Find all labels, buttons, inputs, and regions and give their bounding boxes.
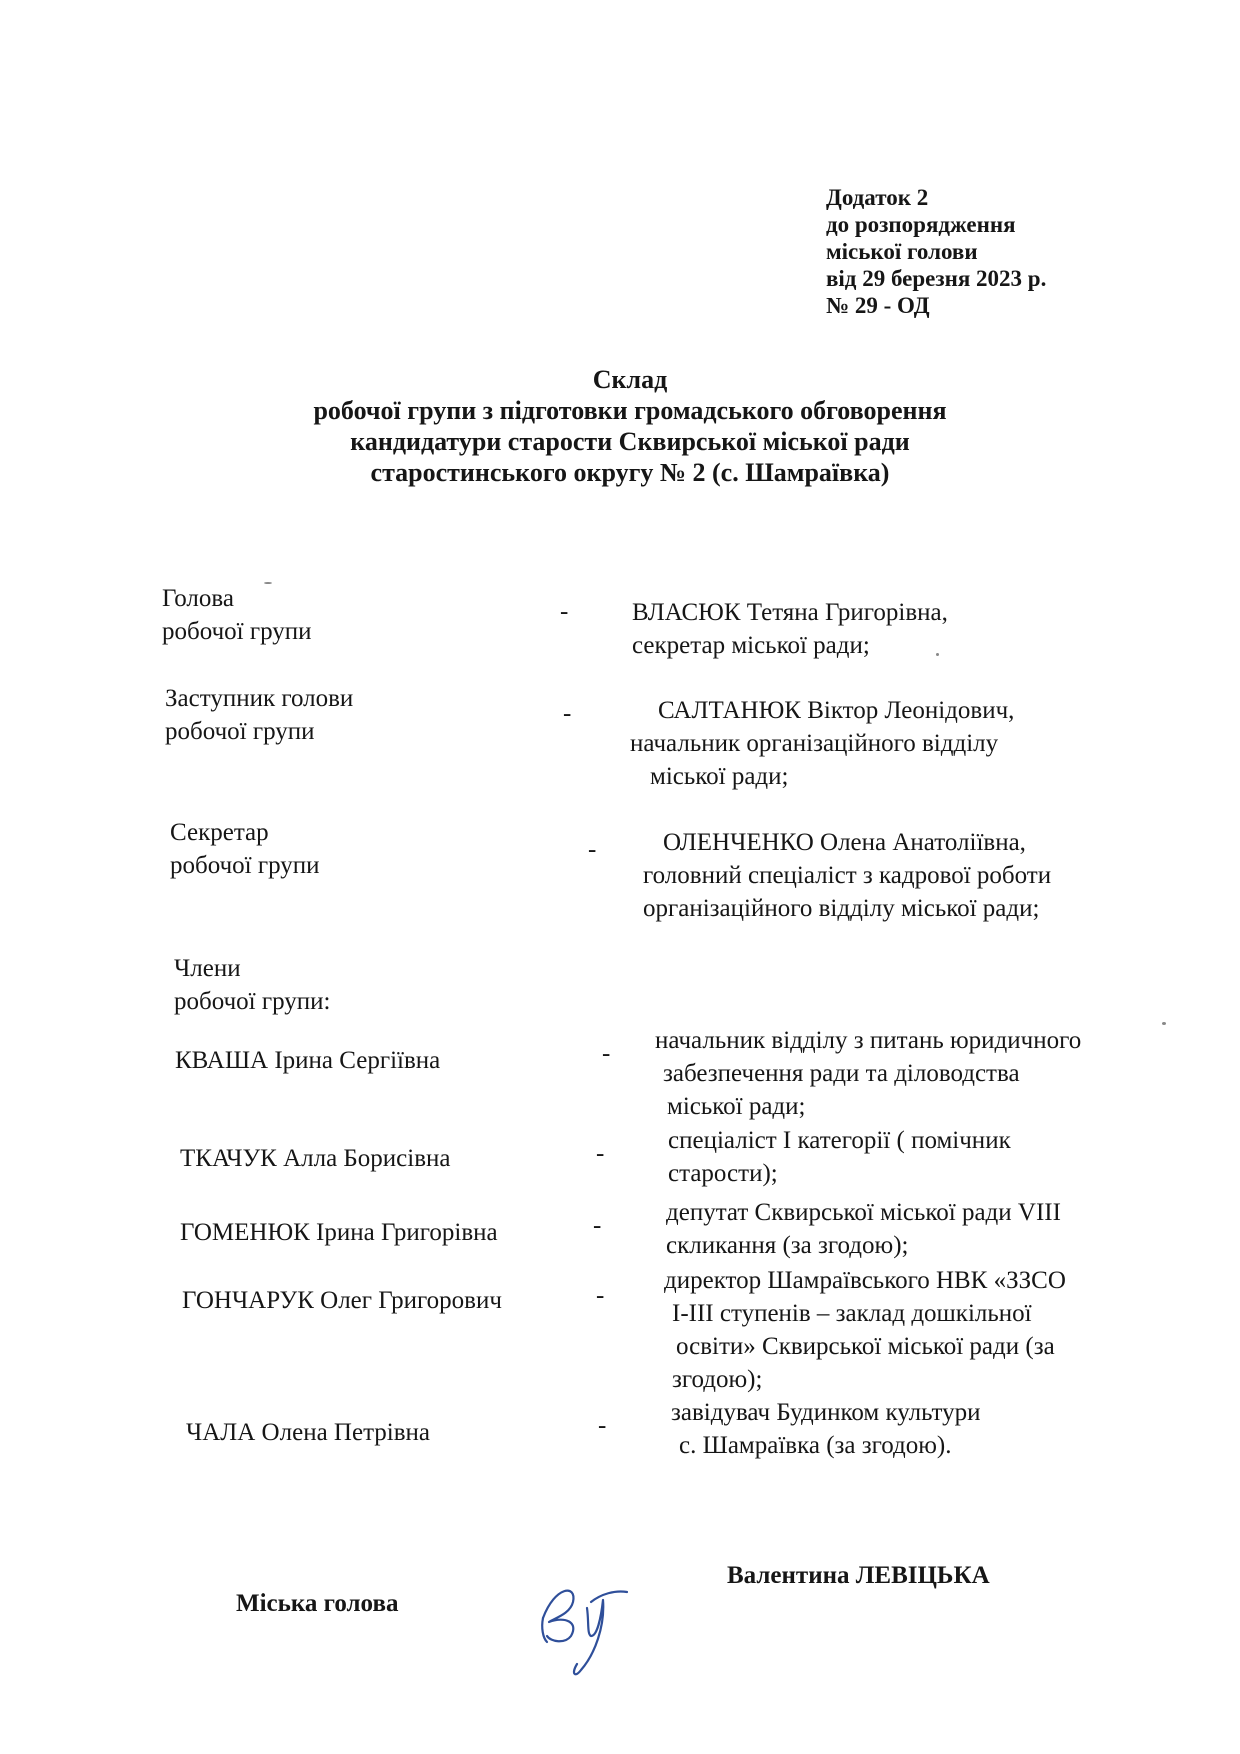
separator-dash: - xyxy=(596,1140,605,1167)
scan-speck xyxy=(1162,1022,1166,1025)
member-desc xyxy=(668,1124,1011,1190)
separator-dash: - xyxy=(593,1212,602,1239)
separator-dash: - xyxy=(598,1412,607,1439)
members-heading-line-1: Члени xyxy=(174,955,241,982)
desc-line: ВЛАСЮК Тетяна Григорівна, xyxy=(632,599,948,626)
desc-line: ОЛЕНЧЕНКО Олена Анатоліївна, xyxy=(663,829,1026,856)
appendix-order-number: № 29 - ОД xyxy=(826,293,930,318)
title-line-4: старостинського округу № 2 (с. Шамраївка) xyxy=(370,458,890,487)
desc-line: освіти» Сквирської міської ради (за xyxy=(676,1333,1055,1360)
signature-stroke-4 xyxy=(591,1591,627,1602)
desc-line: І-ІІІ ступенів – заклад дошкільної xyxy=(672,1300,1032,1327)
title-line-3: кандидатури старости Сквирської міської ради xyxy=(350,427,910,456)
role-label: Секретар xyxy=(170,819,269,846)
desc-line: головний спеціаліст з кадрової роботи xyxy=(643,862,1052,889)
title-line-2: робочої групи з підготовки громадського обговорення xyxy=(313,396,947,425)
desc-line: скликання (за згодою); xyxy=(666,1232,909,1259)
signature-stroke-1 xyxy=(543,1591,573,1642)
signatory-name: Валентина ЛЕВІЦЬКА xyxy=(727,1562,990,1589)
scan-speck xyxy=(936,653,939,656)
member-desc xyxy=(655,1024,1081,1123)
leader-desc-chair xyxy=(632,596,948,662)
member-desc xyxy=(671,1396,981,1462)
desc-line: секретар міської ради; xyxy=(632,632,870,659)
member-desc xyxy=(666,1196,1061,1262)
member-name: ЧАЛА Олена Петрівна xyxy=(186,1419,431,1446)
desc-line: САЛТАНЮК Віктор Леонідович, xyxy=(658,697,1015,724)
role-label: Заступник голови xyxy=(165,685,354,712)
leader-desc-deputy xyxy=(630,694,1014,793)
members-heading xyxy=(174,952,330,1018)
document-title xyxy=(260,364,1000,488)
appendix-issuer: міської голови xyxy=(826,239,978,264)
desc-line: завідувач Будинком культури xyxy=(671,1399,981,1426)
desc-line: старости); xyxy=(668,1160,778,1187)
desc-line: депутат Сквирської міської ради VIII xyxy=(666,1199,1061,1226)
role-label-cont: робочої групи xyxy=(170,852,320,879)
separator-dash: - xyxy=(588,836,597,863)
member-name: ТКАЧУК Алла Борисівна xyxy=(180,1145,451,1172)
handwritten-signature xyxy=(535,1578,655,1690)
member-name: ГОНЧАРУК Олег Григорович xyxy=(182,1287,502,1314)
leader-role-chair xyxy=(162,582,312,648)
leader-role-deputy xyxy=(165,682,353,748)
members-heading-line-2: робочої групи: xyxy=(174,988,331,1015)
role-label: Голова xyxy=(162,585,234,612)
separator-dash: - xyxy=(560,598,569,625)
desc-line: згодою); xyxy=(672,1366,763,1393)
role-label-cont: робочої групи xyxy=(162,618,312,645)
desc-line: міської ради; xyxy=(667,1093,806,1120)
desc-line: спеціаліст І категорії ( помічник xyxy=(668,1127,1011,1154)
role-label-cont: робочої групи xyxy=(165,718,315,745)
member-name: ГОМЕНЮК Ірина Григорівна xyxy=(180,1219,498,1246)
desc-line: директор Шамраївського НВК «ЗЗСО xyxy=(664,1267,1066,1294)
separator-dash: - xyxy=(563,700,572,727)
member-desc xyxy=(664,1264,1066,1396)
desc-line: начальник організаційного відділу xyxy=(630,730,999,757)
appendix-date: від 29 березня 2023 р. xyxy=(826,266,1047,291)
desc-line: с. Шамраївка (за згодою). xyxy=(679,1432,952,1459)
signature-stroke-2 xyxy=(542,1618,547,1642)
member-name: КВАША Ірина Сергіївна xyxy=(175,1047,441,1074)
desc-line: міської ради; xyxy=(650,763,789,790)
appendix-number: Додаток 2 xyxy=(826,185,929,210)
title-line-1: Склад xyxy=(592,365,668,394)
desc-line: забезпечення ради та діловодства xyxy=(663,1060,1020,1087)
appendix-block xyxy=(826,184,1046,319)
desc-line: начальник відділу з питань юридичного xyxy=(655,1027,1082,1054)
leader-role-secretary xyxy=(170,816,320,882)
appendix-reference: до розпорядження xyxy=(826,212,1016,237)
signatory-position: Міська голова xyxy=(236,1590,399,1617)
scan-speck xyxy=(264,582,272,584)
leader-desc-secretary xyxy=(643,826,1051,925)
signature-stroke-3 xyxy=(574,1600,603,1674)
separator-dash: - xyxy=(602,1040,611,1067)
separator-dash: - xyxy=(596,1282,605,1309)
desc-line: організаційного відділу міської ради; xyxy=(643,895,1040,922)
